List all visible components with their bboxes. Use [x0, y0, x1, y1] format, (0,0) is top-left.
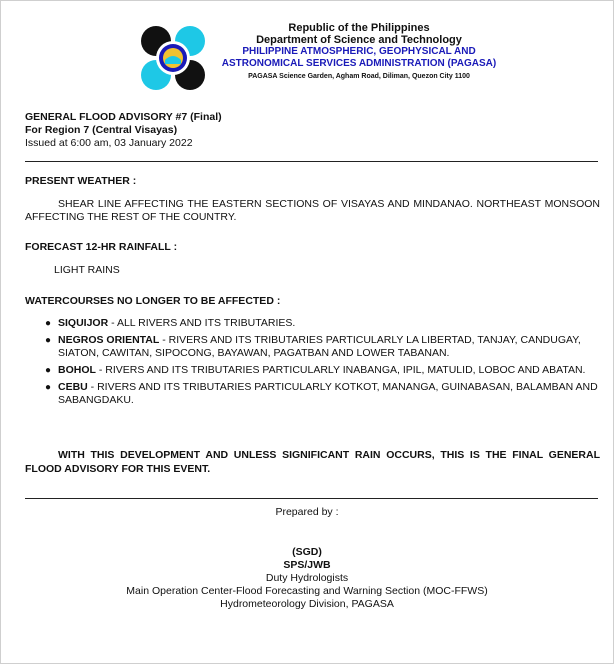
prepared-by: Prepared by :: [275, 506, 339, 518]
signature-block: [0, 546, 614, 611]
watercourse-detail: - RIVERS AND ITS TRIBUTARIES PARTICULARLY KOTKOT, MANANGA, GUINABASAN, BALAMBAN AND SABANGDAKU.: [58, 381, 598, 406]
signatory-division: Hydrometeorology Division, PAGASA: [220, 598, 394, 610]
present-weather-text: SHEAR LINE AFFECTING THE EASTERN SECTIONS OF VISAYAS AND MINDANAO. NORTHEAST MONSOON AFFECTING THE REST OF THE COUNTRY.: [25, 198, 600, 223]
watercourses-heading: WATERCOURSES NO LONGER TO BE AFFECTED :: [25, 295, 281, 307]
forecast-heading: FORECAST 12-HR RAINFALL :: [25, 241, 178, 253]
bullet-icon: ●: [45, 335, 52, 346]
province-name: BOHOL: [58, 364, 96, 376]
signatory-role: Duty Hydrologists: [265, 572, 349, 584]
list-item: [25, 334, 600, 360]
signatory-initials: SPS/JWB: [283, 559, 331, 571]
signatory-section: Main Operation Center-Flood Forecasting and Warning Section (MOC-FFWS): [126, 585, 488, 597]
republic-line: Republic of the Philippines: [288, 22, 430, 34]
divider-top: [25, 161, 598, 162]
bullet-icon: ●: [45, 382, 52, 393]
pagasa-seal-icon: [139, 24, 207, 92]
present-weather-section: [25, 175, 600, 224]
bullet-icon: ●: [45, 365, 52, 376]
list-item: [25, 364, 600, 377]
advisory-title-block: [25, 111, 600, 150]
watercourses-section: [25, 295, 600, 411]
letterhead-text: [214, 22, 504, 83]
watercourse-detail: - ALL RIVERS AND ITS TRIBUTARIES.: [108, 317, 296, 329]
forecast-text: LIGHT RAINS: [54, 264, 120, 276]
letterhead: [0, 22, 614, 92]
forecast-section: [25, 241, 600, 276]
list-item: [25, 381, 600, 407]
list-item: [25, 317, 600, 330]
watercourses-list: [25, 317, 600, 407]
advisory-issued: Issued at 6:00 am, 03 January 2022: [25, 137, 193, 149]
closing-statement: WITH THIS DEVELOPMENT AND UNLESS SIGNIFICANT RAIN OCCURS, THIS IS THE FINAL GENERAL FLOOD ADVISORY FOR THIS EVENT.: [25, 449, 600, 475]
department-line: Department of Science and Technology: [256, 34, 462, 46]
agency-line-2: ASTRONOMICAL SERVICES ADMINISTRATION (PAGASA): [221, 58, 497, 69]
agency-address: PAGASA Science Garden, Agham Road, Diliman, Quezon City 1100: [248, 73, 470, 80]
present-weather-heading: PRESENT WEATHER :: [25, 175, 137, 187]
advisory-region: For Region 7 (Central Visayas): [25, 124, 178, 136]
province-name: SIQUIJOR: [58, 317, 109, 329]
bullet-icon: ●: [45, 318, 52, 329]
province-name: CEBU: [58, 381, 88, 393]
watercourse-detail: - RIVERS AND ITS TRIBUTARIES PARTICULARLY INABANGA, IPIL, MATULID, LOBOC AND ABATAN.: [95, 364, 586, 376]
signed-mark: (SGD): [292, 546, 322, 558]
advisory-title: GENERAL FLOOD ADVISORY #7 (Final): [25, 111, 222, 123]
watercourse-detail: - RIVERS AND ITS TRIBUTARIES PARTICULARLY LA LIBERTAD, TANJAY, CANDUGAY, SIATON, CAWITAN, SIPOCONG, BAYAWAN, PAGATBAN AND LOWER TABANAN.: [58, 334, 581, 359]
province-name: NEGROS ORIENTAL: [58, 334, 160, 346]
agency-line-1: PHILIPPINE ATMOSPHERIC, GEOPHYSICAL AND: [242, 46, 476, 57]
divider-bottom: [25, 498, 598, 499]
